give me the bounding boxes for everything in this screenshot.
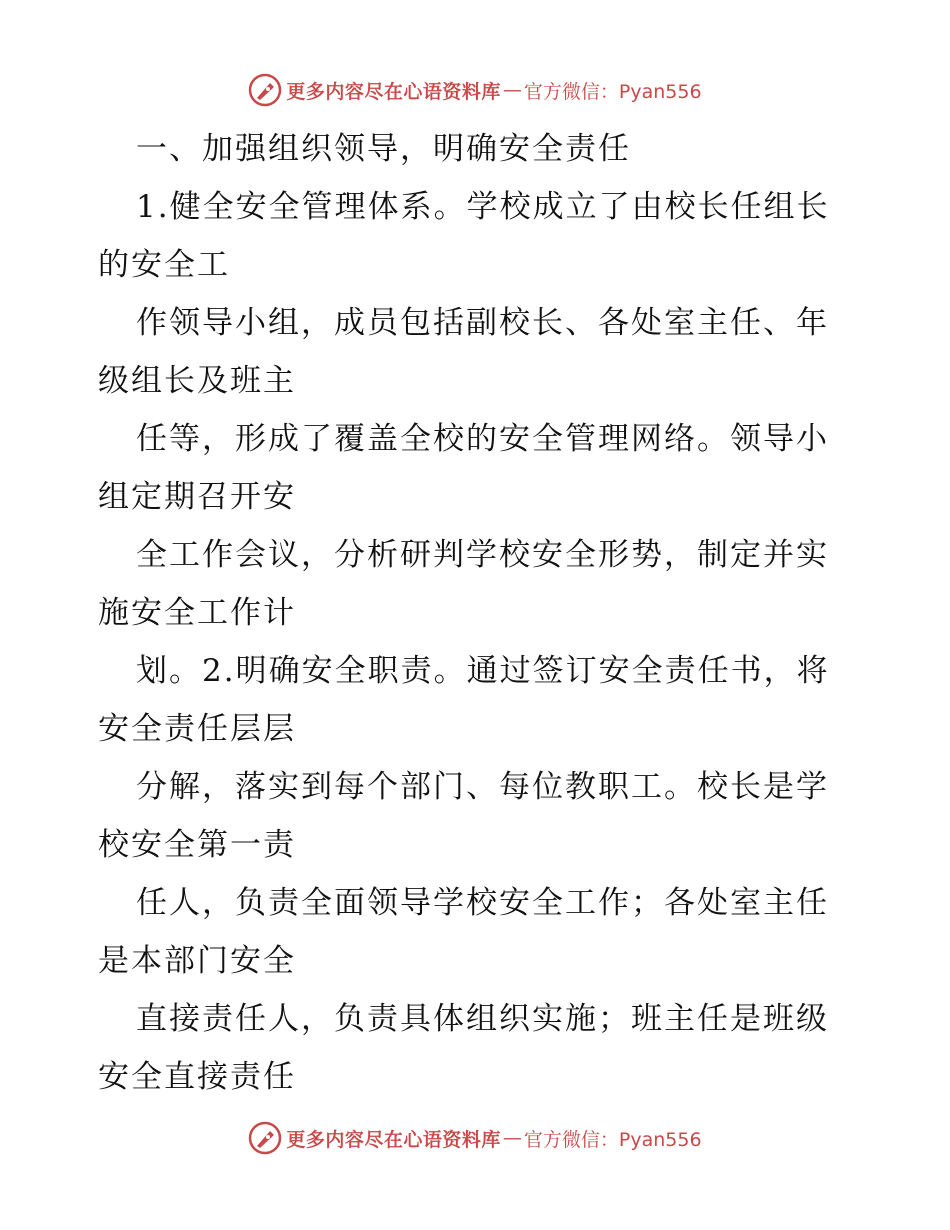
paragraph-line: 全工作会议，分析研判学校安全形势，制定并实 bbox=[136, 537, 829, 573]
paragraph-line: 施安全工作计 bbox=[98, 595, 296, 631]
footer-banner bbox=[0, 1118, 950, 1158]
paragraph-line: 安全责任层层 bbox=[98, 711, 296, 747]
header-banner bbox=[0, 70, 950, 110]
section-heading: 一、加强组织领导，明确安全责任 bbox=[136, 131, 631, 167]
paragraph-line: 作领导小组，成员包括副校长、各处室主任、年 bbox=[136, 305, 829, 341]
document-body bbox=[98, 120, 858, 1106]
banner-brand-text: 更多内容尽在心语资料库 bbox=[286, 80, 501, 103]
paragraph-line: 校安全第一责 bbox=[98, 827, 296, 863]
banner-brand-text: 更多内容尽在心语资料库 bbox=[286, 1128, 501, 1151]
banner-separator: — bbox=[502, 79, 522, 101]
banner-separator: — bbox=[502, 1127, 522, 1149]
paragraph-line: 安全直接责任 bbox=[98, 1059, 296, 1095]
paragraph-line: 的安全工 bbox=[98, 247, 230, 283]
paragraph-line: 分解，落实到每个部门、每位教职工。校长是学 bbox=[136, 769, 829, 805]
paragraph-line: 划。2.明确安全职责。通过签订安全责任书，将 bbox=[136, 653, 830, 689]
paragraph-line: 级组长及班主 bbox=[98, 363, 296, 399]
banner-wechat-text: 官方微信：Pyan556 bbox=[523, 80, 702, 103]
paragraph-line: 任人，负责全面领导学校安全工作；各处室主任 bbox=[136, 885, 829, 921]
banner-wechat-text: 官方微信：Pyan556 bbox=[523, 1128, 702, 1151]
pen-nib-logo-icon bbox=[248, 1121, 282, 1155]
paragraph-line: 1.健全安全管理体系。学校成立了由校长任组长 bbox=[136, 189, 830, 225]
paragraph-line: 是本部门安全 bbox=[98, 943, 296, 979]
paragraph-line: 组定期召开安 bbox=[98, 479, 296, 515]
paragraph-line: 直接责任人，负责具体组织实施；班主任是班级 bbox=[136, 1001, 829, 1037]
paragraph-line: 任等，形成了覆盖全校的安全管理网络。领导小 bbox=[136, 421, 829, 457]
pen-nib-logo-icon bbox=[248, 73, 282, 107]
